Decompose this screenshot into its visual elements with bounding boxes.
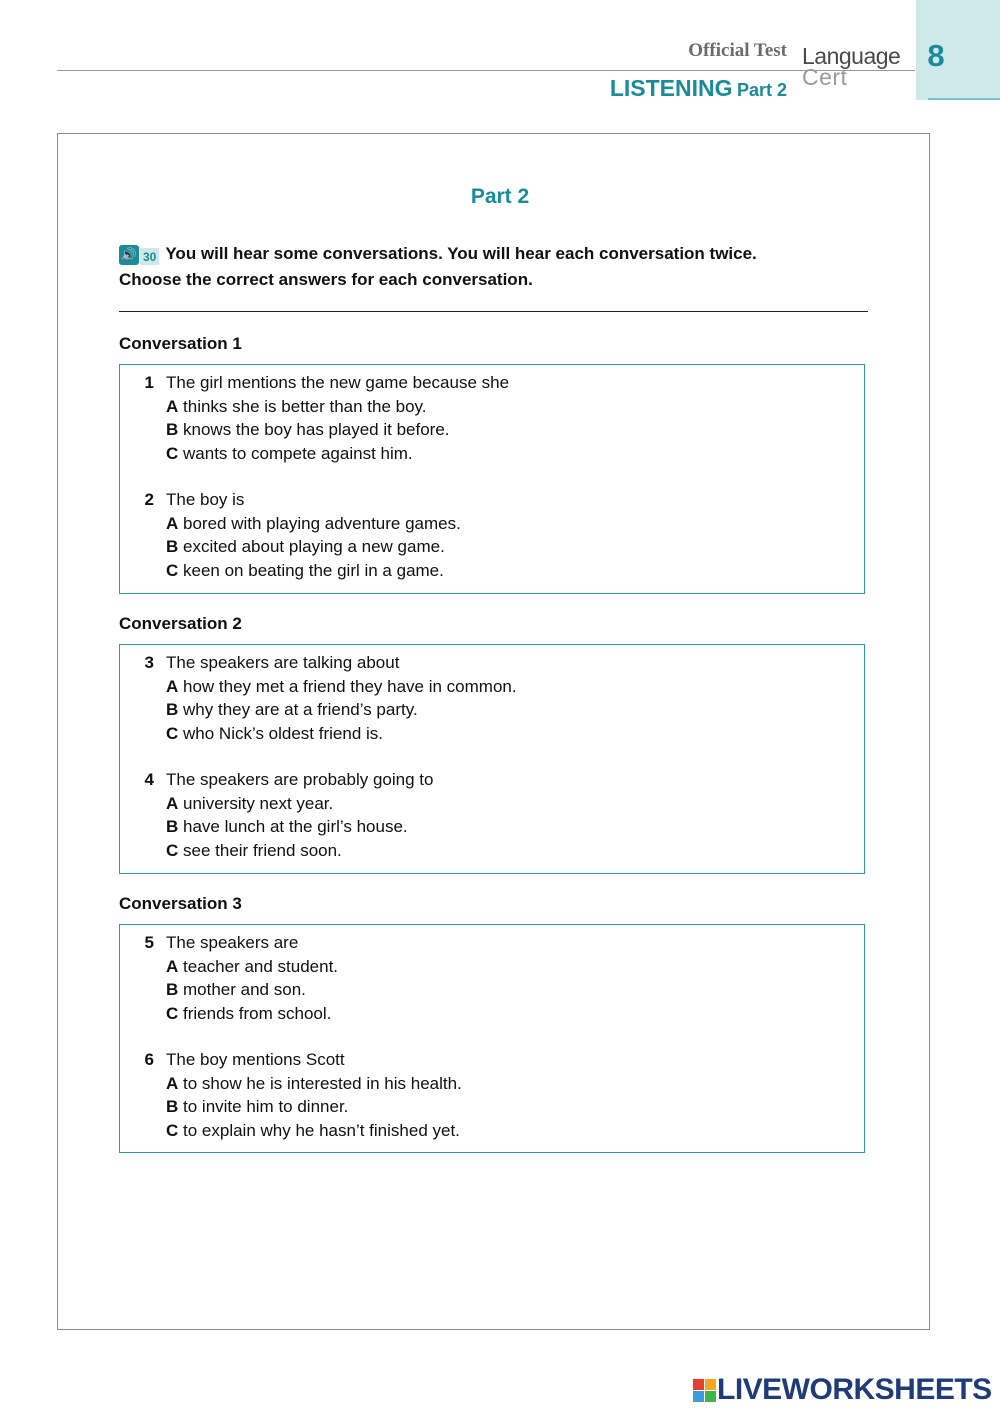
answer-option[interactable]: C to explain why he hasn’t finished yet. xyxy=(166,1120,460,1140)
answer-option[interactable]: C wants to compete against him. xyxy=(166,443,413,463)
conversation-title: Conversation 2 xyxy=(119,614,242,633)
question-number: 3 xyxy=(144,653,154,672)
conversation-title: Conversation 1 xyxy=(119,334,242,353)
answer-option[interactable]: B knows the boy has played it before. xyxy=(166,420,450,439)
answer-option[interactable]: B have lunch at the girl’s house. xyxy=(166,817,408,836)
question-number: 1 xyxy=(144,373,154,392)
page-number: 8 xyxy=(927,38,945,73)
brand-name: LIVEWORKSHEETS xyxy=(717,1373,992,1406)
answer-option[interactable]: C see their friend soon. xyxy=(166,840,342,860)
speaker-icon[interactable]: 🔊 xyxy=(119,245,139,265)
question-stem: The girl mentions the new game because she xyxy=(166,373,510,392)
answer-option[interactable]: C keen on beating the girl in a game. xyxy=(166,560,444,580)
answer-option[interactable]: B mother and son. xyxy=(166,980,306,999)
audio-track[interactable] xyxy=(119,245,159,268)
divider xyxy=(119,311,868,312)
part-title: Part 2 xyxy=(470,185,530,208)
section-heading xyxy=(560,75,787,102)
question-stem: The boy mentions Scott xyxy=(166,1050,345,1069)
answer-option[interactable]: C friends from school. xyxy=(166,1003,332,1023)
question-stem: The speakers are xyxy=(166,933,299,952)
question-stem: The speakers are probably going to xyxy=(166,770,434,789)
answer-option[interactable]: C who Nick’s oldest friend is. xyxy=(166,723,384,743)
instructions-line2: Choose the correct answers for each conversation. xyxy=(119,270,533,289)
question-number: 4 xyxy=(144,770,154,789)
question-number: 5 xyxy=(144,933,154,952)
question-number: 6 xyxy=(144,1050,154,1069)
question-number: 2 xyxy=(144,490,154,509)
answer-option[interactable]: A teacher and student. xyxy=(166,956,339,976)
instructions-line1: You will hear some conversations. You will hear each conversation twice. xyxy=(165,244,757,263)
header-rule xyxy=(57,70,915,71)
answer-option[interactable]: B to invite him to dinner. xyxy=(166,1097,349,1116)
question-stem: The speakers are talking about xyxy=(166,653,400,672)
answer-option[interactable]: A how they met a friend they have in common. xyxy=(166,676,517,696)
answer-option[interactable]: A thinks she is better than the boy. xyxy=(166,396,427,416)
brand-logo-icon xyxy=(693,1379,717,1403)
section-part: Part 2 xyxy=(736,80,787,100)
question-box xyxy=(119,364,865,594)
section-name: LISTENING xyxy=(609,75,733,101)
question-box xyxy=(119,644,865,874)
instructions xyxy=(119,242,869,291)
question-box xyxy=(119,924,865,1153)
answer-option[interactable]: A to show he is interested in his health. xyxy=(166,1073,462,1093)
answer-option[interactable]: A bored with playing adventure games. xyxy=(166,513,461,533)
logo-cert: Cert xyxy=(802,64,848,90)
answer-option[interactable]: B excited about playing a new game. xyxy=(166,537,445,556)
conversation-title: Conversation 3 xyxy=(119,894,242,913)
official-test-label: Official Test xyxy=(688,40,787,61)
track-number: 30 xyxy=(140,248,159,265)
page-tab-rule xyxy=(928,98,1000,100)
question-stem: The boy is xyxy=(166,490,245,509)
answer-option[interactable]: A university next year. xyxy=(166,793,334,813)
logo-language: Language xyxy=(802,43,901,69)
answer-option[interactable]: B why they are at a friend’s party. xyxy=(166,700,418,719)
